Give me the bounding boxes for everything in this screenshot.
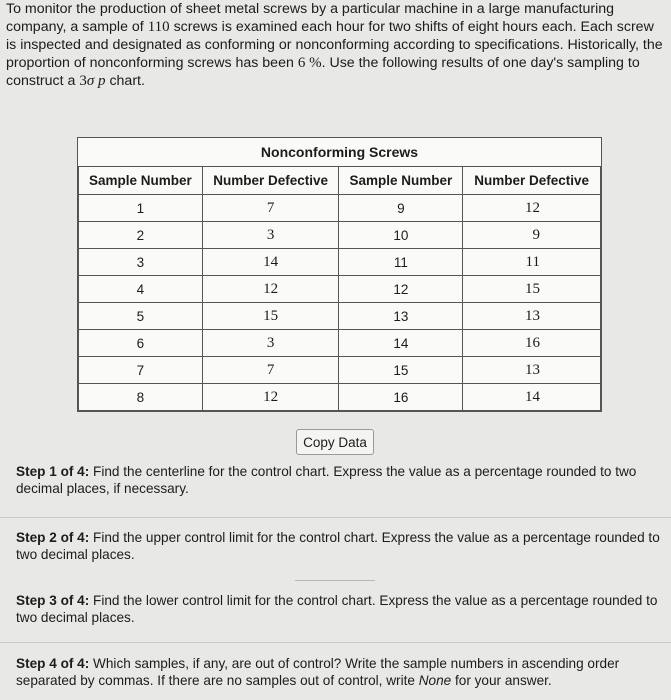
sample-number-cell: 2	[79, 222, 203, 249]
table-row	[79, 222, 601, 249]
data-table	[77, 137, 602, 412]
problem-text: screws is examined each hour for two shifts of eight hours each. Each screw is inspected and designated as conforming or nonconforming according to specifications. Historically, the proportion of nonconforming screws has been	[6, 19, 663, 71]
sample-number-cell: 14	[339, 330, 463, 357]
table-row	[79, 276, 601, 303]
sample-number-cell: 15	[339, 357, 463, 384]
step-3: Step 3 of 4: Find the lower control limit for the control chart. Express the value as a percentage rounded to two decimal places.	[16, 593, 658, 625]
problem-text: chart.	[105, 73, 145, 89]
historical-proportion: 6 %	[297, 55, 322, 71]
number-defective-cell: 7	[202, 357, 339, 384]
table-body	[79, 195, 601, 411]
number-defective-cell: 11	[463, 249, 601, 276]
sample-number-cell: 1	[79, 195, 203, 222]
number-defective-cell: 14	[463, 384, 601, 411]
number-defective-cell: 3	[202, 222, 339, 249]
sample-number-cell: 13	[339, 303, 463, 330]
sample-size: 110	[147, 19, 170, 35]
col-header-sample-number: Sample Number	[339, 167, 463, 195]
chart-symbol: 3σ p	[79, 73, 106, 89]
step-2: Step 2 of 4: Find the upper control limit for the control chart. Express the value as a percentage rounded to two decimal places.	[16, 530, 660, 562]
sample-number-cell: 8	[79, 384, 203, 411]
number-defective-cell: 15	[463, 276, 601, 303]
divider	[0, 642, 671, 643]
copy-data-button[interactable]: Copy Data	[296, 429, 374, 455]
sample-number-cell: 9	[339, 195, 463, 222]
table-row	[79, 357, 601, 384]
problem-text: . Use the following results of one day's sampling to construct a	[6, 55, 640, 89]
sample-number-cell: 7	[79, 357, 203, 384]
sample-number-cell: 3	[79, 249, 203, 276]
col-header-number-defective: Number Defective	[463, 167, 601, 195]
col-header-number-defective: Number Defective	[202, 167, 339, 195]
problem-text: To monitor the production of sheet metal screws by a particular machine in a large manufacturing company, a sample of	[6, 1, 615, 35]
number-defective-cell: 7	[202, 195, 339, 222]
table-row	[79, 195, 601, 222]
sample-number-cell: 16	[339, 384, 463, 411]
step-4: Step 4 of 4: Which samples, if any, are out of control? Write the sample numbers in ascending order separated by commas. If there are no samples out of control, write None for your answer.	[16, 656, 620, 688]
sample-number-cell: 11	[339, 249, 463, 276]
number-defective-cell: 14	[202, 249, 339, 276]
number-defective-cell: 13	[463, 303, 601, 330]
problem-statement	[6, 0, 666, 90]
number-defective-cell: 12	[463, 195, 601, 222]
table-row	[79, 249, 601, 276]
divider	[0, 517, 671, 518]
number-defective-cell: 12	[202, 276, 339, 303]
number-defective-cell: 16	[463, 330, 601, 357]
number-defective-cell: 15	[202, 303, 339, 330]
number-defective-cell: 3	[202, 330, 339, 357]
col-header-sample-number: Sample Number	[79, 167, 203, 195]
sample-number-cell: 6	[79, 330, 203, 357]
sample-number-cell: 12	[339, 276, 463, 303]
table-row	[79, 384, 601, 411]
table-caption: Nonconforming Screws	[79, 138, 601, 167]
table-row	[79, 303, 601, 330]
sample-number-cell: 10	[339, 222, 463, 249]
number-defective-cell: 13	[463, 357, 601, 384]
step-1: Step 1 of 4: Find the centerline for the control chart. Express the value as a percentage rounded to two decimal places, if necessary.	[16, 464, 637, 496]
number-defective-cell: 12	[202, 384, 339, 411]
number-defective-cell: 9	[463, 222, 601, 249]
sample-number-cell: 5	[79, 303, 203, 330]
answer-line	[295, 580, 375, 581]
sample-number-cell: 4	[79, 276, 203, 303]
table-row	[79, 330, 601, 357]
